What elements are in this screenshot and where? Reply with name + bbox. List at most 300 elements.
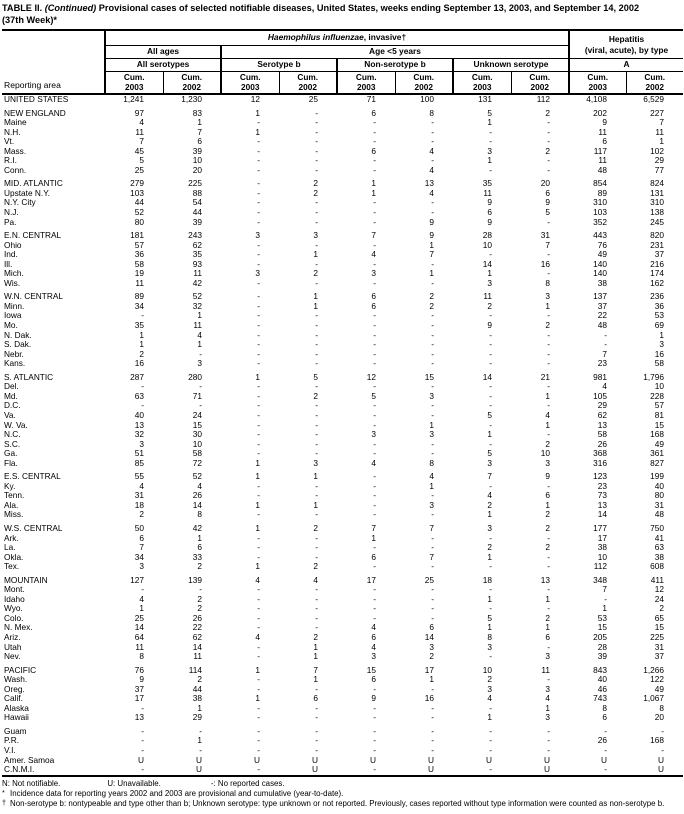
value-cell: - (431, 438, 434, 449)
value-cell: - (547, 429, 550, 440)
footnote-dagger-mark: † (2, 798, 6, 808)
value-cell: - (604, 593, 607, 604)
value-cell: 205 (593, 631, 607, 642)
value-cell: - (315, 197, 318, 208)
value-cell: - (373, 239, 376, 250)
value-cell: 19 (134, 268, 144, 279)
value-cell: - (547, 155, 550, 166)
value-cell: 39 (597, 651, 607, 662)
table-row-mich (2, 269, 683, 279)
value-cell: 2 (313, 187, 318, 198)
reporting-area-cell: V.I. (4, 745, 16, 755)
table-row-d-c (2, 401, 683, 411)
value-cell: 1 (255, 371, 260, 382)
value-cell: - (315, 551, 318, 562)
value-cell: - (489, 348, 492, 359)
value-cell: 25 (308, 94, 318, 104)
reporting-area-cell: S.C. (4, 438, 21, 449)
value-cell: - (257, 584, 260, 595)
value-cell: 4 (139, 593, 144, 604)
value-cell: 3 (429, 390, 434, 401)
table-row-vt (2, 137, 683, 147)
value-cell: 9 (371, 693, 376, 704)
value-cell: 2 (545, 438, 550, 449)
value-cell: 2 (545, 145, 550, 156)
value-cell: 18 (482, 574, 492, 585)
value-cell: 1,266 (643, 664, 664, 675)
value-cell: - (257, 136, 260, 147)
value-cell: 25 (424, 574, 434, 585)
value-cell: 34 (134, 551, 144, 562)
value-cell: - (431, 603, 434, 614)
value-cell: 3 (545, 651, 550, 662)
reporting-area-cell: Amer. Samoa (4, 754, 55, 765)
value-cell: - (257, 400, 260, 411)
hepatitis-a-header: A (569, 59, 683, 72)
value-cell: - (373, 207, 376, 218)
value-cell: - (257, 381, 260, 392)
value-cell: 37 (134, 683, 144, 694)
value-cell: - (431, 735, 434, 746)
haemophilus-invasive-label: , invasive† (363, 32, 407, 43)
value-cell: - (489, 702, 492, 713)
value-cell: 10 (540, 448, 550, 459)
value-cell: 2 (429, 291, 434, 302)
reporting-area-cell: Ariz. (4, 631, 21, 642)
value-cell: 33 (192, 551, 202, 562)
reporting-area-cell: Ala. (4, 499, 19, 510)
table-row-wash (2, 675, 683, 685)
value-cell: - (431, 409, 434, 420)
value-cell: - (547, 480, 550, 491)
reporting-area-cell: Va. (4, 409, 16, 420)
value-cell: 2 (197, 603, 202, 614)
value-cell: 368 (593, 448, 607, 459)
value-cell: 1 (313, 471, 318, 482)
reporting-area-cell: Mont. (4, 584, 25, 595)
value-cell: - (489, 249, 492, 260)
value-cell: - (257, 622, 260, 633)
value-cell: 71 (192, 390, 202, 401)
value-cell: 4 (429, 145, 434, 156)
table-row-n-y-city (2, 198, 683, 208)
value-cell: 16 (134, 358, 144, 369)
value-cell: 2 (139, 509, 144, 520)
table-row-ariz (2, 633, 683, 643)
value-cell: 20 (540, 178, 550, 189)
value-cell: 38 (597, 542, 607, 553)
value-cell: 17 (424, 664, 434, 675)
value-cell: U (279, 765, 337, 776)
serotype-b-header: Serotype b (221, 59, 337, 72)
value-cell: - (373, 603, 376, 614)
value-cell: - (257, 249, 260, 260)
value-cell: - (373, 561, 376, 572)
value-cell: 1 (429, 268, 434, 279)
value-cell: 6 (371, 674, 376, 685)
value-cell: 202 (593, 107, 607, 118)
value-cell: 9 (487, 216, 492, 227)
value-cell: 37 (654, 249, 664, 260)
value-cell: 11 (193, 651, 202, 662)
value-cell: 22 (192, 622, 202, 633)
value-cell: - (489, 339, 492, 350)
value-cell: 7 (429, 522, 434, 533)
table-row-w-n-central (2, 288, 683, 302)
table-row-s-c (2, 440, 683, 450)
value-cell: 22 (597, 310, 607, 321)
value-cell: U (196, 754, 202, 765)
value-cell: 177 (593, 522, 607, 533)
value-cell: 137 (593, 291, 607, 302)
value-cell: 824 (650, 178, 664, 189)
value-cell: - (453, 765, 511, 776)
reporting-area-cell: Mich. (4, 268, 24, 279)
value-cell: 45 (134, 145, 144, 156)
value-cell: 14 (597, 509, 607, 520)
value-cell: - (257, 509, 260, 520)
value-cell: 64 (134, 631, 144, 642)
reporting-area-cell: W.N. CENTRAL (4, 291, 64, 302)
value-cell: 2 (545, 542, 550, 553)
value-cell: - (489, 735, 492, 746)
value-cell: 3 (255, 268, 260, 279)
value-cell: 2 (197, 561, 202, 572)
value-cell: - (257, 490, 260, 501)
value-cell: - (373, 117, 376, 128)
value-cell: 10 (597, 551, 607, 562)
value-cell: 1 (313, 300, 318, 311)
value-cell: 8 (487, 631, 492, 642)
value-cell: 5 (545, 207, 550, 218)
value-cell: - (315, 136, 318, 147)
all-serotypes-header: All serotypes (105, 59, 221, 72)
table-row-mid-atlantic (2, 175, 683, 189)
value-cell: 15 (597, 622, 607, 633)
value-cell: - (489, 438, 492, 449)
value-cell: - (315, 126, 318, 137)
value-cell: 49 (654, 683, 664, 694)
value-cell: 2 (313, 178, 318, 189)
reporting-area-cell: C.N.M.I. (2, 765, 105, 776)
value-cell: 1 (255, 457, 260, 468)
legend-not-notifiable: N: Not notifiable. (2, 778, 61, 788)
col-header-cum-2003-2: Cum. 2003 (221, 72, 279, 95)
value-cell: - (547, 216, 550, 227)
value-cell: 2 (487, 300, 492, 311)
value-cell: 2 (545, 107, 550, 118)
value-cell: - (547, 674, 550, 685)
value-cell: 14 (134, 622, 144, 633)
value-cell: 9 (545, 471, 550, 482)
value-cell: 4 (255, 574, 260, 585)
value-cell: 63 (654, 542, 664, 553)
value-cell: 2 (545, 522, 550, 533)
value-cell: - (315, 277, 318, 288)
value-cell: 44 (134, 197, 144, 208)
value-cell: 58 (597, 429, 607, 440)
value-cell: 35 (134, 320, 144, 331)
value-cell: 310 (593, 197, 607, 208)
value-cell: 26 (192, 612, 202, 623)
value-cell: 10 (482, 239, 492, 250)
value-cell: 3 (487, 522, 492, 533)
value-cell: 1 (429, 480, 434, 491)
value-cell: - (373, 277, 376, 288)
value-cell: - (489, 532, 492, 543)
value-cell: - (257, 532, 260, 543)
reporting-area-cell: Miss. (4, 509, 24, 520)
value-cell: 1 (255, 126, 260, 137)
value-cell: 80 (134, 216, 144, 227)
value-cell: - (547, 745, 550, 755)
reporting-area-cell: Alaska (4, 702, 29, 713)
reporting-area-cell: Oreg. (4, 683, 25, 694)
value-cell: 750 (650, 522, 664, 533)
table-title-prefix: TABLE II. (2, 3, 45, 13)
value-cell: - (315, 381, 318, 392)
reporting-area-cell: Md. (4, 390, 18, 401)
table-row-ky (2, 482, 683, 492)
value-cell: - (489, 651, 492, 662)
legend-no-reported-cases: -: No reported cases. (210, 778, 285, 788)
value-cell: 361 (650, 448, 664, 459)
value-cell: 13 (134, 419, 144, 430)
value-cell: 2 (313, 561, 318, 572)
value-cell: - (315, 532, 318, 543)
value-cell: - (257, 239, 260, 250)
value-cell: 15 (192, 419, 202, 430)
value-cell: 6 (487, 207, 492, 218)
value-cell: - (257, 674, 260, 685)
table-row-ohio (2, 241, 683, 251)
value-cell: U (312, 754, 318, 765)
value-cell: - (199, 725, 202, 736)
value-cell: - (489, 480, 492, 491)
value-cell: 1 (313, 499, 318, 510)
value-cell: 9 (429, 216, 434, 227)
table-row-del (2, 382, 683, 392)
value-cell: 1 (602, 603, 607, 614)
haemophilus-group-header (105, 30, 569, 46)
value-cell: 5 (313, 371, 318, 382)
header-row-cum (2, 72, 683, 95)
value-cell: 1 (545, 593, 550, 604)
value-cell: 32 (134, 429, 144, 440)
value-cell: - (373, 400, 376, 411)
value-cell: 245 (650, 216, 664, 227)
value-cell: - (431, 155, 434, 166)
reporting-area-cell: La. (4, 542, 16, 553)
value-cell: 62 (597, 409, 607, 420)
value-cell: 4 (371, 457, 376, 468)
all-ages-header: All ages (105, 46, 221, 59)
reporting-area-cell: Calif. (4, 693, 23, 704)
value-cell: - (257, 178, 260, 189)
value-cell: 140 (593, 268, 607, 279)
value-cell: 103 (593, 207, 607, 218)
value-cell: - (431, 320, 434, 331)
value-cell: 83 (192, 107, 202, 118)
value-cell: 6 (371, 291, 376, 302)
value-cell: - (431, 712, 434, 723)
table-row-e-n-central (2, 227, 683, 241)
col-header-cum-2003-6: Cum. 2003 (453, 72, 511, 95)
reporting-area-cell: Tex. (4, 561, 20, 572)
table-row-n-mex (2, 623, 683, 633)
value-cell: - (315, 419, 318, 430)
value-cell: 2 (139, 348, 144, 359)
value-cell: - (315, 745, 318, 755)
value-cell: 4 (313, 574, 318, 585)
value-cell: - (373, 542, 376, 553)
value-cell: 279 (130, 178, 144, 189)
value-cell: 29 (192, 712, 202, 723)
header-row-disease (2, 30, 683, 46)
value-cell: - (257, 216, 260, 227)
value-cell: 40 (597, 674, 607, 685)
value-cell: 40 (654, 480, 664, 491)
value-cell: 1 (255, 693, 260, 704)
value-cell: - (141, 400, 144, 411)
value-cell: 3 (545, 291, 550, 302)
reporting-area-cell: Guam (4, 725, 27, 736)
value-cell: - (373, 164, 376, 175)
value-cell: 6 (371, 631, 376, 642)
table-row-united-states (2, 94, 683, 105)
table-row-n-h (2, 128, 683, 138)
value-cell: 3 (659, 339, 664, 350)
value-cell: - (547, 249, 550, 260)
reporting-area-cell: Ark. (4, 532, 19, 543)
value-cell: 1 (371, 532, 376, 543)
value-cell: 1 (255, 107, 260, 118)
value-cell: 42 (192, 277, 202, 288)
value-cell: 1 (545, 300, 550, 311)
reporting-area-cell: MID. ATLANTIC (4, 178, 63, 189)
value-cell: - (373, 593, 376, 604)
table-row-mountain (2, 572, 683, 586)
table-row-ga (2, 449, 683, 459)
value-cell: - (221, 765, 279, 776)
value-cell: - (604, 745, 607, 755)
value-cell: 114 (188, 664, 202, 675)
value-cell: - (431, 612, 434, 623)
footnotes (2, 779, 680, 809)
value-cell: 131 (650, 187, 664, 198)
value-cell: - (257, 438, 260, 449)
value-cell: - (373, 339, 376, 350)
value-cell: 3 (313, 457, 318, 468)
value-cell: - (257, 358, 260, 369)
value-cell: - (489, 419, 492, 430)
value-cell: - (431, 542, 434, 553)
value-cell: 57 (134, 239, 144, 250)
value-cell: 1 (545, 390, 550, 401)
value-cell: - (257, 145, 260, 156)
value-cell: - (373, 329, 376, 340)
value-cell: 236 (650, 291, 664, 302)
value-cell: 11 (541, 664, 550, 675)
reporting-area-cell: UNITED STATES (4, 94, 69, 104)
value-cell: U (428, 754, 434, 765)
value-cell: 3 (139, 438, 144, 449)
reporting-area-cell: Kans. (4, 358, 26, 369)
value-cell: - (257, 300, 260, 311)
value-cell: - (431, 683, 434, 694)
table-row-c-n-m-i (2, 765, 683, 776)
footnote-dagger (2, 798, 680, 808)
value-cell: 1 (371, 187, 376, 198)
value-cell: - (431, 348, 434, 359)
value-cell: 820 (650, 230, 664, 241)
value-cell: 8 (659, 702, 664, 713)
value-cell: - (315, 239, 318, 250)
value-cell: 3 (371, 651, 376, 662)
reporting-area-cell: Fla. (4, 457, 18, 468)
value-cell: 4 (371, 641, 376, 652)
value-cell: - (315, 164, 318, 175)
value-cell: 2 (659, 603, 664, 614)
value-cell: - (315, 480, 318, 491)
value-cell: - (315, 117, 318, 128)
reporting-area-cell: N.C. (4, 429, 21, 440)
value-cell: 4 (487, 693, 492, 704)
value-cell: 316 (593, 457, 607, 468)
value-cell: 1 (197, 117, 202, 128)
value-cell: 227 (650, 107, 664, 118)
value-cell: 8 (545, 277, 550, 288)
value-cell: 69 (654, 320, 664, 331)
value-cell: 7 (659, 117, 664, 128)
col-header-cum-2002-9: Cum. 2002 (626, 72, 683, 95)
value-cell: 4 (545, 693, 550, 704)
table-row-idaho (2, 595, 683, 605)
value-cell: 352 (593, 216, 607, 227)
value-cell: - (315, 258, 318, 269)
value-cell: - (431, 277, 434, 288)
value-cell: - (373, 320, 376, 331)
reporting-area-cell: N. Mex. (4, 622, 33, 633)
value-cell: 3 (487, 457, 492, 468)
value-cell: 53 (654, 310, 664, 321)
value-cell: 14 (424, 631, 434, 642)
value-cell: 231 (650, 239, 664, 250)
value-cell: - (257, 164, 260, 175)
value-cell: 93 (192, 258, 202, 269)
value-cell: - (373, 409, 376, 420)
value-cell: 13 (540, 574, 550, 585)
value-cell: U (486, 754, 492, 765)
value-cell: - (373, 480, 376, 491)
value-cell: - (315, 358, 318, 369)
table-row-wis (2, 279, 683, 289)
value-cell: - (315, 448, 318, 459)
value-cell: 76 (134, 664, 144, 675)
value-cell: - (257, 409, 260, 420)
value-cell: 5 (487, 409, 492, 420)
table-row-maine (2, 118, 683, 128)
value-cell: - (489, 358, 492, 369)
value-cell: 2 (313, 268, 318, 279)
reporting-area-cell: Ill. (4, 258, 13, 269)
value-cell: 743 (593, 693, 607, 704)
value-cell: 4 (602, 381, 607, 392)
value-cell: 3 (487, 683, 492, 694)
reporting-area-cell: E.S. CENTRAL (4, 471, 61, 482)
value-cell: - (489, 390, 492, 401)
value-cell: 1 (139, 339, 144, 350)
